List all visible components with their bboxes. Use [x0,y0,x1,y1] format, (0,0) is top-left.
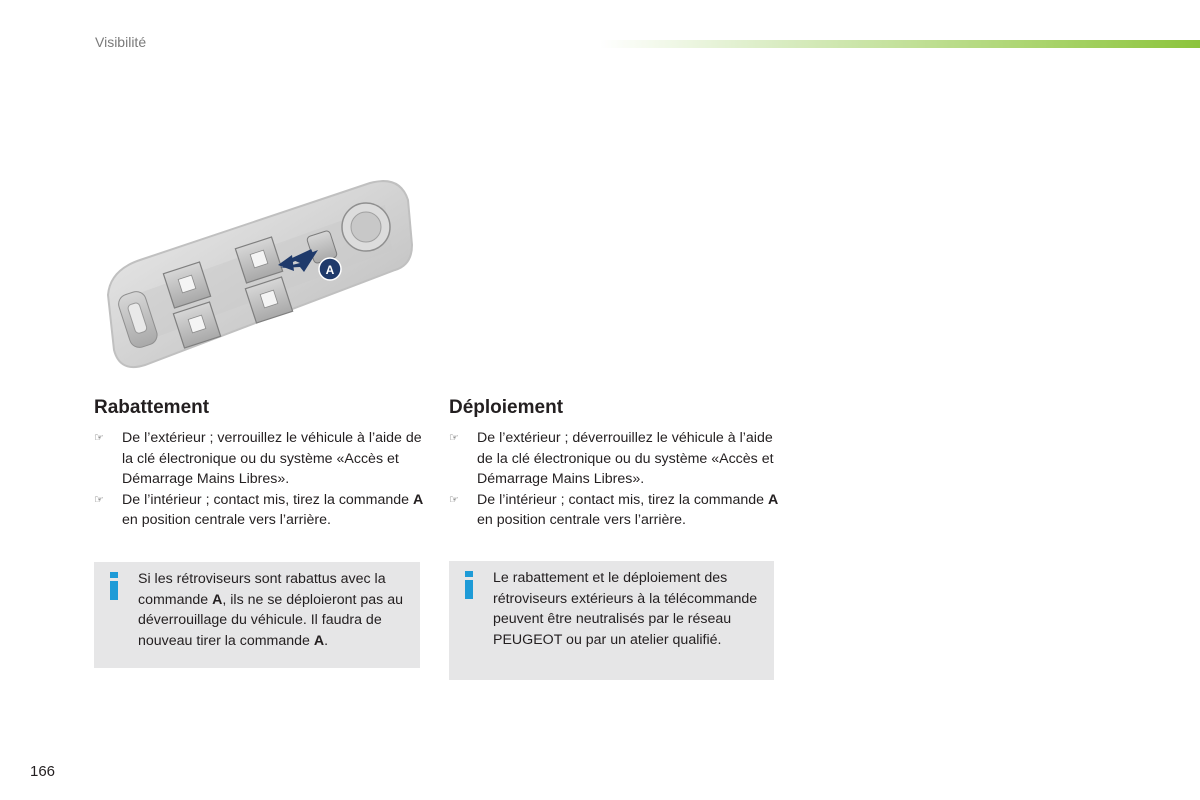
bullet-list-rabattement [94,428,424,531]
info-icon [108,572,120,600]
info-text-part: . [324,632,329,649]
callout-label-a: A [325,263,335,277]
bullet-text-pre: De l’intérieur ; contact mis, tirez la commande [477,491,768,508]
info-text-part: Si les rétroviseurs sont rabattus avec la commande [138,571,386,608]
info-text [138,569,418,651]
pointing-hand-icon: ☞ [449,493,459,506]
list-item [449,490,779,531]
section-label: Visibilité [95,34,147,50]
info-icon [463,571,475,599]
bullet-text: De l’extérieur ; déverrouillez le véhicule à l’aide de la clé électronique ou du système «Accès et Démarrage Mains Libres». [477,430,774,487]
bullet-text-post: en position centrale vers l’arrière. [122,512,331,528]
info-box-rabattement [94,562,420,668]
list-item [94,490,424,531]
bullet-text-post: en position centrale vers l’arrière. [477,512,686,528]
bullet-text: De l’extérieur ; verrouillez le véhicule à l’aide de la clé électronique ou du système «Accès et Démarrage Mains Libres». [122,430,422,487]
list-item [449,428,779,490]
info-box-deploiement [449,561,774,680]
heading-rabattement: Rabattement [94,397,210,418]
header-accent-bar [600,40,1200,48]
door-switch-panel-illustration [100,175,420,380]
info-bold-a: A [212,591,223,608]
info-text-part: , ils ne se déploieront pas au déverrouillage du véhicule. Il faudra de nouveau tirer la commande [138,591,403,649]
heading-deploiement: Déploiement [449,397,564,418]
pointing-hand-icon: ☞ [94,432,104,444]
info-text: Le rabattement et le déploiement des rétroviseurs extérieurs à la télécommande peuvent être neutralisés par le réseau PEUGEOT ou par un atelier qualifié. [493,570,758,648]
pointing-hand-icon: ☞ [94,493,104,506]
list-item [94,428,424,490]
info-bold-a: A [313,632,325,649]
bullet-bold-a: A [767,491,779,508]
page-number: 166 [30,763,56,780]
pointing-hand-icon: ☞ [449,432,459,444]
bullet-bold-a: A [412,491,424,508]
bullet-text-pre: De l’intérieur ; contact mis, tirez la commande [122,491,413,508]
bullet-list-deploiement [449,428,779,531]
